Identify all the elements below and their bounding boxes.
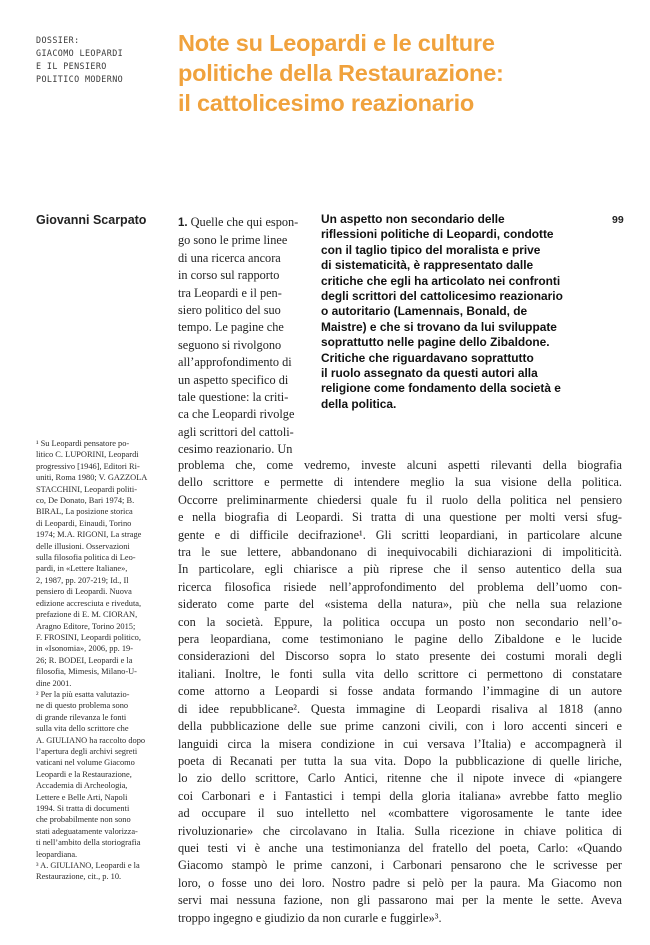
footnotes [36, 438, 168, 883]
footnote-line: delle illusioni. Osservazioni [36, 541, 130, 551]
footnote-line: co, De Donato, Bari 1974; B. [36, 496, 135, 506]
body-line: agli scrittori del cattoli- [178, 424, 294, 439]
body-line: ca che Leopardi rivolge [178, 407, 295, 422]
body-line: in corso sul rapporto [178, 268, 280, 283]
footnote-line: 2, 1987, pp. 207-219; Id., Il [36, 575, 129, 585]
body-line: troppo ingegno e giudizio da non curarle e fuggirle»³. [178, 910, 442, 925]
footnote-line: Restaurazione, cit., p. 10. [36, 872, 122, 882]
body-line: In particolare, egli chiarisce a più riprese che il senso autentico della sua [178, 562, 622, 577]
body-line: gente e di difficile decifrazione¹. Gli scritti leopardiani, in particolare alcune [178, 527, 622, 542]
abstract [321, 212, 621, 412]
footnote-line: sulla filosofia politica di Leo- [36, 553, 136, 563]
body-line: con la società. Eppure, la politica occupa un posto non secondario nell’o- [178, 614, 622, 629]
body-line: quei testi vi è anche una testimonianza del fratello del poeta, Carlo: «Quando [178, 840, 622, 855]
footnote-line: sulla vita dello scrittore che [36, 724, 129, 734]
author-name: Giovanni Scarpato [36, 213, 147, 227]
footnote-line: STACCHINI, Leopardi politi- [36, 484, 137, 494]
dossier-line: POLITICO MODERNO [36, 74, 124, 84]
body-line: all’approfondimento di [178, 355, 292, 370]
footnote-line: ti nell’ambito della storiografia [36, 838, 141, 848]
footnote-line: dine 2001. [36, 678, 72, 688]
body-line: come attorno a Leopardi si fosse andata formando l’immagine di un autore [178, 684, 622, 699]
abstract-line: della politica. [321, 396, 397, 411]
footnote-line: A. GIULIANO ha raccolto dopo [36, 735, 146, 745]
body-line: ricerca filosofica risiede nell’approfondimento del problema dell’uomo con- [178, 579, 622, 594]
footnote-line: vaticani nel volume Giacomo [36, 758, 135, 768]
footnote-line: in «Isonomia», 2006, pp. 19- [36, 644, 134, 654]
abstract-line: Maistre) e che si trovano da lui sviluppate [321, 319, 557, 334]
body-line: loro, o fosse uno dei loro. Nostro padre si pelò per la paura. Ma Giacomo non [178, 875, 622, 890]
section-number: 1. [178, 217, 188, 229]
body-line: go sono le prime linee [178, 233, 288, 248]
body-line: di una ricerca ancora [178, 250, 281, 265]
dossier-line: DOSSIER: [36, 35, 80, 45]
footnote-line: ne di questo problema sono [36, 701, 129, 711]
body-line: italiani. Inoltre, le fonti sulla vita dello scrittore ci permettono di constatare [178, 666, 622, 681]
abstract-line: riflessioni politiche di Leopardi, condotte [321, 227, 554, 242]
body-line: rivoluzionarie» che circolavano in Italia. Sulla ricezione in chiave politica di [178, 823, 622, 838]
footnote-line: BIRAL, La posizione storica [36, 507, 133, 517]
abstract-line: critiche che egli ha articolato nei confronti [321, 273, 561, 288]
footnote-line: prefazione di E. M. CIORAN, [36, 610, 138, 620]
body-line: servi mai nessuna fazione, non gli passarono mai per la mente le sette. Aveva [178, 893, 622, 908]
body-line: coi Carbonari e i Fantastici i tempi della gloria italiana» avrebbe fatto meglio [178, 788, 622, 803]
footnote-line: pardi, in «Lettere Italiane», [36, 564, 128, 574]
footnote-line: Lettere e Belle Arti, Napoli [36, 792, 128, 802]
abstract-line: di sistematicità, è rappresentato dalle [321, 258, 534, 273]
abstract-line: Un aspetto non secondario delle [321, 212, 505, 226]
footnote-line: ³ A. GIULIANO, Leopardi e la [36, 861, 140, 871]
footnote-line: l’apertura degli archivi segreti [36, 746, 138, 756]
body-line: considerazioni del Discorso sopra lo stato presente dei costumi morali degli [178, 649, 622, 664]
footnote-line: litico C. LUPORINI, Leopardi [36, 450, 139, 460]
body-line: un aspetto specifico di [178, 372, 289, 387]
footnote-line: Accademia di Archeologia, [36, 781, 128, 791]
body-line: e nella biografia di Leopardi. Si tratta di una questione per molti versi sfug- [178, 510, 622, 525]
title-line: politiche della Restaurazione: [178, 60, 504, 86]
abstract-line: degli scrittori del cattolicesimo reazionario [321, 289, 563, 304]
title-line: Note su Leopardi e le culture [178, 30, 495, 56]
footnote-line: di grande rilevanza le fonti [36, 712, 127, 722]
body-line: lo zio dello scrittore, Carlo Antici, ritenne che il nipote invece di «piangere [178, 771, 622, 786]
body-line: languidi circa la misera condizione in cui versava l’Italia) e accompagnerà il [178, 736, 622, 751]
abstract-line: soprattutto nelle pagine dello Zibaldone. [321, 335, 550, 350]
body-line: poeta di Recanati per tutta la sua vita. Dopo la pubblicazione di quelle liriche, [178, 753, 622, 768]
abstract-line: o autoritario (Lamennais, Bonald, de [321, 304, 528, 319]
footnote-line: pensiero di Leopardi. Nuova [36, 587, 132, 597]
footnote-line: di Leopardi, Einaudi, Torino [36, 518, 132, 528]
abstract-line: religione come fondamento della società e [321, 381, 561, 396]
footnote-line: Leopardi e la Restaurazione, [36, 769, 132, 779]
body-line: seguono si rivolgono [178, 337, 282, 352]
footnote-line: stati adeguatamente valorizza- [36, 826, 138, 836]
body-line: tempo. Le pagine che [178, 320, 284, 335]
abstract-line: con il taglio tipico del moralista e prive [321, 242, 541, 257]
footnote-line: ² Per la più esatta valutazio- [36, 689, 130, 699]
body-narrow-column [178, 214, 313, 459]
abstract-line: Critiche che riguardavano soprattutto [321, 350, 534, 365]
body-line: tale questione: la criti- [178, 390, 289, 405]
dossier-line: GIACOMO LEOPARDI [36, 48, 124, 58]
body-line: tra Leopardi e il pen- [178, 285, 282, 300]
body-line: Occorre preliminarmente chiedersi quale fu il ruolo della politica nel pensiero [178, 492, 622, 507]
body-line: di idee repubblicane². Questa immagine di Leopardi risaliva al 1818 (anno [178, 701, 622, 716]
body-line: problema che, come vedremo, investe alcuni aspetti rilevanti della biografia [178, 458, 622, 472]
footnote-line: F. FROSINI, Leopardi politico, [36, 632, 141, 642]
footnote-line: filosofia, Mimesis, Milano-U- [36, 667, 137, 677]
footnote-line: ¹ Su Leopardi pensatore po- [36, 439, 130, 448]
footnote-line: progressivo [1946], Editori Ri- [36, 461, 140, 471]
footnote-line: uniti, Roma 1980; V. GAZZOLA [36, 473, 148, 483]
body-line: della pubblicazione delle sue prime canzoni civili, con i loro accenti sinceri e [178, 719, 622, 734]
body-line: ad occupare il suo intelletto nel «combattere vigorosamente le tante idee [178, 806, 622, 821]
footnote-line: 1974; M.A. RIGONI, La strage [36, 530, 142, 540]
body-wide-column [178, 457, 622, 927]
body-line: siderato come parte del «sistema della natura», più che nella sua relazione [178, 597, 622, 612]
body-line: cesimo reazionario. Un [178, 442, 293, 457]
title-line: il cattolicesimo reazionario [178, 90, 475, 116]
dossier-line: E IL PENSIERO [36, 61, 107, 71]
footnote-line: leopardiana. [36, 849, 78, 859]
dossier-header [36, 34, 166, 86]
body-line: 1. Quelle che qui espon- [178, 215, 299, 229]
footnote-line: Aragno Editore, Torino 2015; [36, 621, 136, 631]
body-line: tra le sue lettere, abbandonano di inequivocabili dichiarazioni di impoliticità. [178, 545, 622, 560]
footnote-line: 1994. Si tratta di documenti [36, 804, 130, 813]
footnote-line: che probabilmente non sono [36, 815, 131, 825]
body-line: dello scrittore e permette di intendere meglio la sua visione della politica. [178, 475, 622, 490]
body-line: Giacomo stampò le prime canzoni, i Carbonari pensarono che le scrivesse per [178, 858, 622, 873]
page-number: 99 [612, 214, 624, 226]
footnote-line: edizione accresciuta e riveduta, [36, 598, 142, 608]
footnote-line: 26; R. BODEI, Leopardi e la [36, 655, 133, 665]
body-line: siero politico del suo [178, 303, 281, 318]
article-title [178, 28, 618, 118]
body-line: pera leopardiana, come testimoniano le pagine dello Zibaldone e le lucide [178, 632, 622, 647]
abstract-line: il ruolo assegnato da questi autori alla [321, 366, 538, 381]
